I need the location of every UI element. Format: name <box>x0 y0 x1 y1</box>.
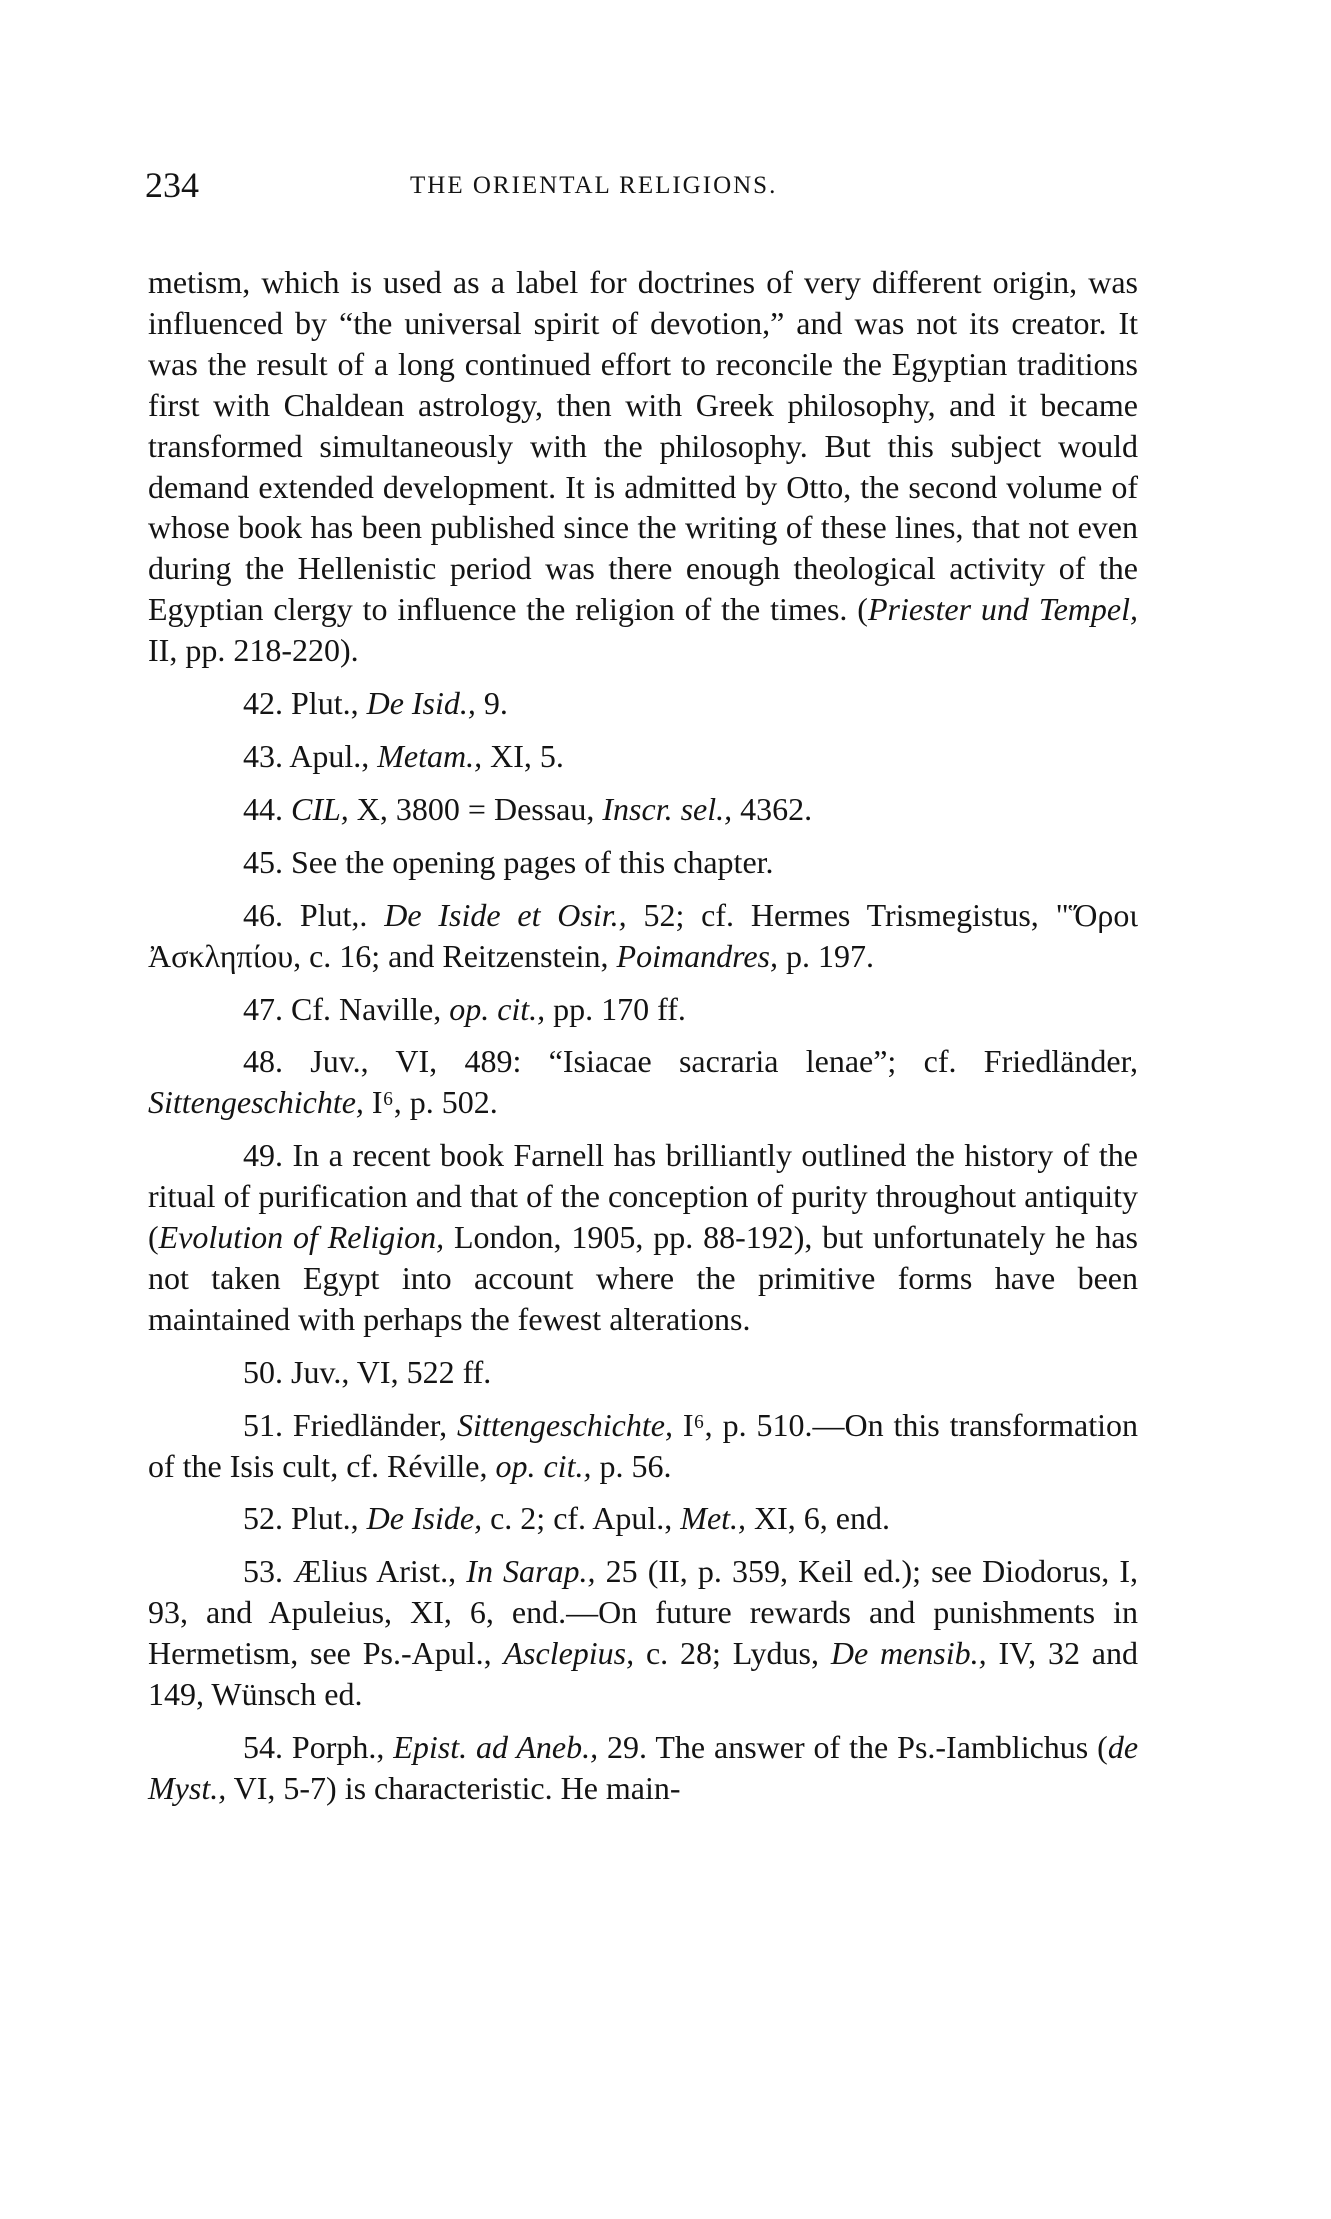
footnote-text: 49. In a recent book Farnell has brilliantly outlined the history of the ritual of purification and that of the conception of purity throughout antiquity ( <box>148 1137 1138 1256</box>
footnote-text: 4362. <box>732 790 813 827</box>
footnote-text: I⁶, p. 510.—On this transformation of the Isis cult, cf. Réville, <box>148 1406 1139 1484</box>
footnote-text: 47. Cf. Naville, <box>243 990 450 1027</box>
footnote-48 <box>148 1041 1138 1123</box>
footnote-53 <box>148 1551 1138 1715</box>
footnote-text: XI, 6, end. <box>746 1500 890 1537</box>
footnote-italic-text: Asclepius, <box>503 1635 635 1672</box>
footnote-italic-text: Epist. ad Aneb., <box>393 1729 599 1765</box>
footnote-text: 44. <box>243 790 291 827</box>
footnote-46 <box>148 895 1138 977</box>
footnote-text: I⁶, p. 502. <box>363 1084 498 1121</box>
footnote-italic-text: De Iside et Osir., <box>384 896 627 933</box>
footnote-54 <box>148 1727 1138 1809</box>
footnote-italic-text: Sittengeschichte, <box>148 1084 364 1121</box>
footnote-italic-text: In Sarap., <box>466 1553 596 1590</box>
footnotes-list <box>148 683 1138 1809</box>
footnote-italic-text: De Isid., <box>366 685 476 722</box>
footnote-text: 54. Porph., <box>243 1729 394 1765</box>
footnote-text: VI, 5-7) is characteristic. He main- <box>226 1769 681 1806</box>
footnote-italic-text: op. cit., <box>495 1447 592 1484</box>
footnote-text: 29. The answer of the Ps.-Iamblichus ( <box>598 1729 1108 1765</box>
footnote-44 <box>148 789 1138 830</box>
footnote-text: c. 28; Lydus, <box>634 1635 831 1672</box>
footnote-text: 48. Juv., VI, 489: “Isiacae sacraria lenae”; cf. Friedländer, <box>243 1043 1138 1080</box>
footnote-italic-text: Sittengeschichte, <box>457 1406 673 1443</box>
footnote-text: IV, 32 and 149, Wünsch ed. <box>148 1635 1139 1713</box>
footnote-49 <box>148 1135 1138 1340</box>
footnote-italic-text: De mensib., <box>830 1635 987 1672</box>
intro-tail: II, pp. 218-220). <box>148 632 359 669</box>
footnote-text: 45. See the opening pages of this chapter. <box>243 843 774 880</box>
intro-text: metism, which is used as a label for doctrines of very different origin, was influenced by “the universal spirit of devotion,” and was not its creator. It was the result of a long continued effort to reconcile the Egyptian traditions first with Chaldean astrology, then with Greek philosophy, and it became transformed simultaneously with the philosophy. But this subject would demand extended development. It is admitted by Otto, the second volume of whose book has been published since the writing of these lines, that not even during the Hellenistic period was there enough theological activity of the Egyptian clergy to influence the religion of the times. ( <box>148 264 1138 628</box>
intro-paragraph <box>148 262 1138 671</box>
footnote-50 <box>148 1352 1138 1393</box>
footnote-text: London, 1905, pp. 88-192), but unfortunately he has not taken Egypt into account where the primitive forms have been maintained with perhaps the fewest alterations. <box>148 1219 1139 1337</box>
footnote-text: pp. 170 ff. <box>545 990 686 1027</box>
footnote-italic-text: Met., <box>680 1500 747 1537</box>
footnote-text: p. 56. <box>591 1447 672 1484</box>
intro-italic: Priester und Tempel, <box>867 591 1139 628</box>
footnote-text: 46. Plut,. <box>243 896 385 933</box>
footnote-text: 42. Plut., <box>243 685 367 722</box>
footnote-text: 50. Juv., VI, 522 ff. <box>243 1353 492 1390</box>
footnote-text: X, 3800 = Dessau, <box>348 790 603 827</box>
footnote-text: 43. Apul., <box>243 737 378 774</box>
footnote-text: c. 2; cf. Apul., <box>482 1500 681 1537</box>
footnote-51 <box>148 1405 1138 1487</box>
running-head: THE ORIENTAL RELIGIONS. <box>410 172 778 199</box>
footnote-45 <box>148 842 1138 883</box>
footnote-italic-text: de Myst., <box>148 1729 1139 1806</box>
footnote-italic-text: Inscr. sel., <box>602 790 733 827</box>
footnote-text: p. 197. <box>778 937 874 974</box>
page-number: 234 <box>145 165 199 205</box>
footnote-47 <box>148 989 1138 1030</box>
footnote-text: 25 (II, p. 359, Keil ed.); see Diodorus, I, 93, and Apuleius, XI, 6, end.—On future rewards and punishments in Hermetism, see Ps.-Apul., <box>148 1553 1139 1672</box>
footnote-italic-text: CIL, <box>291 790 349 827</box>
footnote-42 <box>148 683 1138 724</box>
footnote-text: 53. Ælius Arist., <box>243 1553 467 1590</box>
footnote-italic-text: De Iside, <box>366 1500 483 1537</box>
page-header <box>145 160 1145 210</box>
footnote-43 <box>148 736 1138 777</box>
footnote-text: 52; cf. Hermes Trismegistus, "Ὅροι Ἀσκληπίου, c. 16; and Reitzenstein, <box>148 896 1139 974</box>
footnote-text: XI, 5. <box>482 737 564 774</box>
footnote-52 <box>148 1498 1138 1539</box>
footnote-italic-text: Metam., <box>377 737 483 774</box>
footnote-italic-text: op. cit., <box>449 990 546 1027</box>
footnote-text: 52. Plut., <box>243 1500 367 1537</box>
footnote-italic-text: Evolution of Religion, <box>158 1219 445 1256</box>
page-body <box>148 262 1138 1809</box>
footnote-text: 51. Friedländer, <box>243 1406 458 1443</box>
footnote-text: 9. <box>475 685 508 722</box>
footnote-italic-text: Poimandres, <box>616 937 778 974</box>
